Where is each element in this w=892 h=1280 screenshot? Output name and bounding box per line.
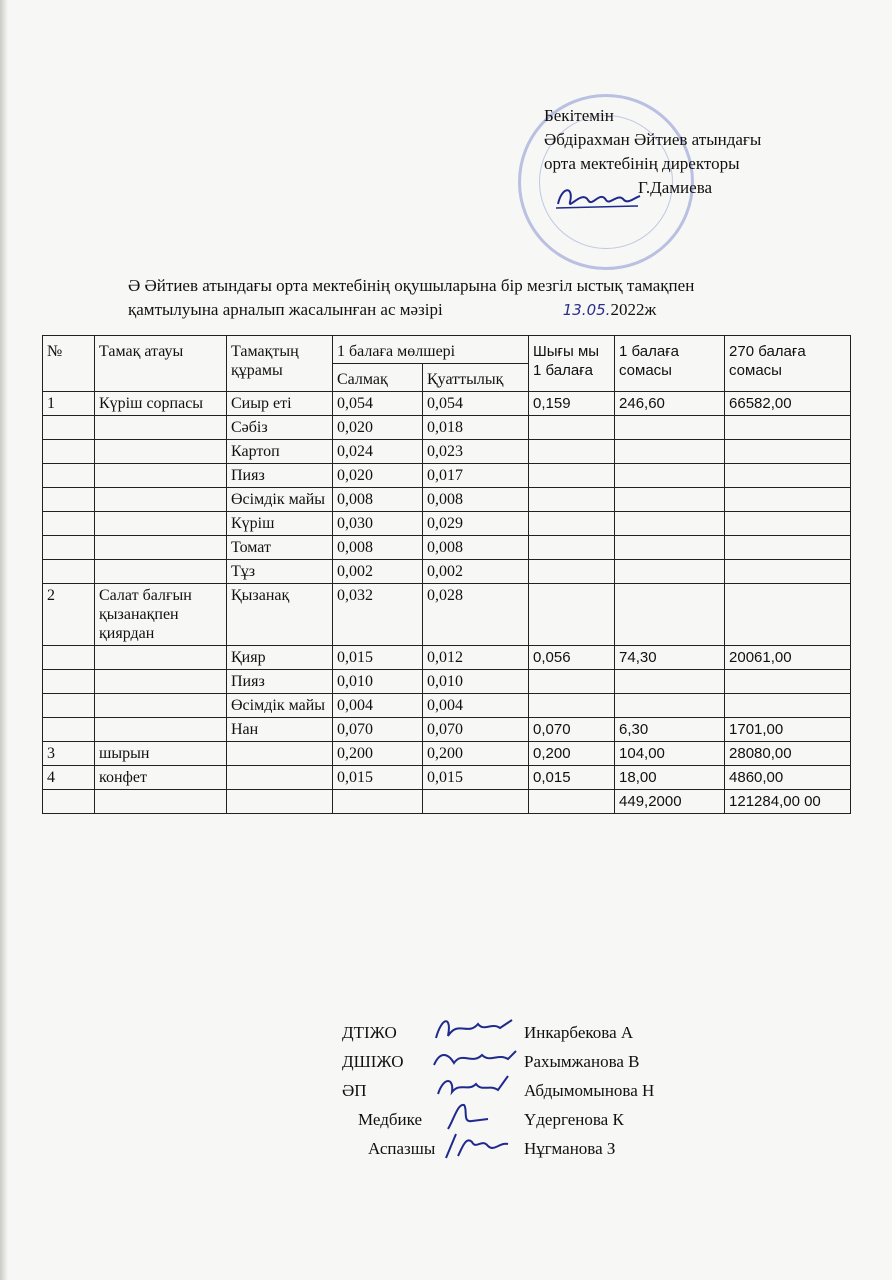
header-weight: Салмақ bbox=[333, 364, 423, 392]
cell-composition bbox=[227, 766, 333, 790]
table-row bbox=[43, 670, 851, 694]
cell-weight: 0,004 bbox=[333, 694, 423, 718]
cell-cost-one bbox=[615, 512, 725, 536]
cell-num bbox=[43, 536, 95, 560]
date-year: 2022ж bbox=[610, 300, 657, 319]
cell-weight: 0,200 bbox=[333, 742, 423, 766]
cell-cost-one: 6,30 bbox=[615, 718, 725, 742]
cell-cost-one bbox=[615, 440, 725, 464]
table-row bbox=[43, 766, 851, 790]
cell-weight: 0,070 bbox=[333, 718, 423, 742]
cell-num bbox=[43, 440, 95, 464]
director-name: Г.Дамиева bbox=[638, 178, 713, 197]
cell-composition: Күріш bbox=[227, 512, 333, 536]
heading-line1: Ә Әйтиев атындағы орта мектебінің оқушыларына бір мезгіл ыстық тамақпен bbox=[128, 276, 695, 295]
cell-composition: Пияз bbox=[227, 670, 333, 694]
table-row bbox=[43, 416, 851, 440]
cell-weight: 0,010 bbox=[333, 670, 423, 694]
cell-weight: 0,024 bbox=[333, 440, 423, 464]
cell-energy: 0,029 bbox=[423, 512, 529, 536]
heading-date bbox=[563, 298, 656, 322]
cell-composition bbox=[227, 790, 333, 814]
cell-dish: Салат балғын қызанақпен қиярдан bbox=[95, 584, 227, 646]
cell-dish bbox=[95, 416, 227, 440]
cell-expense bbox=[529, 512, 615, 536]
cell-num bbox=[43, 718, 95, 742]
cell-cost-270 bbox=[725, 416, 851, 440]
cell-cost-one bbox=[615, 416, 725, 440]
cell-expense bbox=[529, 464, 615, 488]
cell-expense bbox=[529, 440, 615, 464]
cell-expense bbox=[529, 536, 615, 560]
cell-cost-270 bbox=[725, 670, 851, 694]
approval-title: Бекітемін bbox=[544, 106, 614, 125]
cell-dish bbox=[95, 440, 227, 464]
cell-energy: 0,015 bbox=[423, 766, 529, 790]
cell-dish bbox=[95, 560, 227, 584]
commission-name: Абдымомынова Н bbox=[524, 1081, 655, 1100]
cell-expense: 0,159 bbox=[529, 392, 615, 416]
cell-cost-270 bbox=[725, 536, 851, 560]
header-expense: Шығы мы 1 балаға bbox=[529, 336, 615, 392]
cell-num bbox=[43, 670, 95, 694]
cell-expense: 0,200 bbox=[529, 742, 615, 766]
cell-cost-270: 4860,00 bbox=[725, 766, 851, 790]
cell-cost-one bbox=[615, 464, 725, 488]
cell-num bbox=[43, 416, 95, 440]
commission-role: ДШІЖО bbox=[342, 1052, 404, 1071]
cell-cost-270 bbox=[725, 440, 851, 464]
commission-name: Үдергенова К bbox=[524, 1110, 624, 1129]
header-num: № bbox=[43, 336, 95, 392]
cell-expense: 0,056 bbox=[529, 646, 615, 670]
cell-dish bbox=[95, 790, 227, 814]
header-cost-270: 270 балаға сомасы bbox=[725, 336, 851, 392]
cell-dish bbox=[95, 512, 227, 536]
cell-weight: 0,002 bbox=[333, 560, 423, 584]
cell-cost-one bbox=[615, 694, 725, 718]
cell-energy: 0,070 bbox=[423, 718, 529, 742]
cell-cost-270 bbox=[725, 584, 851, 646]
page-edge-shadow bbox=[0, 0, 8, 1280]
cell-num bbox=[43, 694, 95, 718]
cell-energy: 0,010 bbox=[423, 670, 529, 694]
cell-num: 3 bbox=[43, 742, 95, 766]
commission-role: Аспазшы bbox=[368, 1139, 436, 1158]
header-energy: Қуаттылық bbox=[423, 364, 529, 392]
cell-dish bbox=[95, 536, 227, 560]
cell-energy bbox=[423, 790, 529, 814]
cell-energy: 0,017 bbox=[423, 464, 529, 488]
commission-role: ӘП bbox=[342, 1081, 367, 1100]
table-row bbox=[43, 584, 851, 646]
cell-cost-one bbox=[615, 560, 725, 584]
cell-energy: 0,018 bbox=[423, 416, 529, 440]
cell-composition: Өсімдік майы bbox=[227, 694, 333, 718]
commission-name: Инкарбекова А bbox=[524, 1023, 634, 1042]
cell-dish: конфет bbox=[95, 766, 227, 790]
cell-dish bbox=[95, 718, 227, 742]
cell-composition bbox=[227, 742, 333, 766]
cell-weight bbox=[333, 790, 423, 814]
cell-composition: Өсімдік майы bbox=[227, 488, 333, 512]
commission-row bbox=[342, 1134, 654, 1163]
cell-energy: 0,028 bbox=[423, 584, 529, 646]
cell-energy: 0,008 bbox=[423, 536, 529, 560]
cell-composition: Қияр bbox=[227, 646, 333, 670]
cell-cost-one: 18,00 bbox=[615, 766, 725, 790]
cell-weight: 0,015 bbox=[333, 766, 423, 790]
header-dish: Тамақ атауы bbox=[95, 336, 227, 392]
commission-role: ДТІЖО bbox=[342, 1023, 397, 1042]
table-row bbox=[43, 646, 851, 670]
cell-cost-270 bbox=[725, 560, 851, 584]
cell-dish bbox=[95, 694, 227, 718]
table-row bbox=[43, 512, 851, 536]
cell-cost-one bbox=[615, 584, 725, 646]
cell-energy: 0,002 bbox=[423, 560, 529, 584]
commission-name: Рахымжанова В bbox=[524, 1052, 640, 1071]
cell-expense bbox=[529, 670, 615, 694]
cell-num bbox=[43, 464, 95, 488]
cell-num bbox=[43, 790, 95, 814]
cell-num: 4 bbox=[43, 766, 95, 790]
cell-cost-one bbox=[615, 670, 725, 694]
cell-dish: шырын bbox=[95, 742, 227, 766]
cell-num bbox=[43, 560, 95, 584]
cell-weight: 0,032 bbox=[333, 584, 423, 646]
cell-cost-one: 449,2000 bbox=[615, 790, 725, 814]
cell-weight: 0,054 bbox=[333, 392, 423, 416]
cell-weight: 0,030 bbox=[333, 512, 423, 536]
cell-num bbox=[43, 646, 95, 670]
commission-name: Нұгманова З bbox=[524, 1139, 616, 1158]
approval-line2: орта мектебінің директоры bbox=[544, 154, 740, 173]
director-signature bbox=[552, 180, 642, 216]
table-row bbox=[43, 742, 851, 766]
cell-num bbox=[43, 488, 95, 512]
cell-dish bbox=[95, 646, 227, 670]
cell-composition: Қызанақ bbox=[227, 584, 333, 646]
cell-cost-270: 28080,00 bbox=[725, 742, 851, 766]
cell-weight: 0,008 bbox=[333, 536, 423, 560]
handwritten-signature bbox=[428, 1134, 518, 1162]
cell-expense bbox=[529, 488, 615, 512]
commission-block bbox=[342, 1018, 654, 1163]
table-row bbox=[43, 536, 851, 560]
cell-expense: 0,070 bbox=[529, 718, 615, 742]
header-cost-one: 1 балаға сомасы bbox=[615, 336, 725, 392]
cell-cost-one: 246,60 bbox=[615, 392, 725, 416]
heading-line2: қамтылуына арналып жасалынған ас мәзірі bbox=[128, 300, 443, 319]
table-row bbox=[43, 440, 851, 464]
menu-table bbox=[42, 335, 851, 814]
cell-cost-270: 20061,00 bbox=[725, 646, 851, 670]
cell-energy: 0,200 bbox=[423, 742, 529, 766]
cell-cost-270: 66582,00 bbox=[725, 392, 851, 416]
cell-dish bbox=[95, 670, 227, 694]
cell-expense bbox=[529, 584, 615, 646]
cell-composition: Пияз bbox=[227, 464, 333, 488]
cell-expense bbox=[529, 560, 615, 584]
cell-cost-one: 74,30 bbox=[615, 646, 725, 670]
cell-weight: 0,020 bbox=[333, 416, 423, 440]
cell-cost-270 bbox=[725, 694, 851, 718]
cell-num: 2 bbox=[43, 584, 95, 646]
cell-dish: Күріш сорпасы bbox=[95, 392, 227, 416]
cell-dish bbox=[95, 488, 227, 512]
table-row bbox=[43, 694, 851, 718]
header-per-child: 1 балаға мөлшері bbox=[333, 336, 529, 364]
cell-expense bbox=[529, 694, 615, 718]
cell-cost-270 bbox=[725, 464, 851, 488]
table-row bbox=[43, 464, 851, 488]
menu-heading bbox=[128, 274, 848, 322]
cell-energy: 0,023 bbox=[423, 440, 529, 464]
cell-composition: Картоп bbox=[227, 440, 333, 464]
table-row bbox=[43, 392, 851, 416]
cell-energy: 0,008 bbox=[423, 488, 529, 512]
cell-energy: 0,012 bbox=[423, 646, 529, 670]
cell-composition: Сәбіз bbox=[227, 416, 333, 440]
cell-cost-270 bbox=[725, 488, 851, 512]
cell-cost-one: 104,00 bbox=[615, 742, 725, 766]
cell-energy: 0,054 bbox=[423, 392, 529, 416]
table-row bbox=[43, 718, 851, 742]
handwritten-date: 13.05. bbox=[562, 301, 611, 319]
cell-composition: Сиыр еті bbox=[227, 392, 333, 416]
cell-cost-270 bbox=[725, 512, 851, 536]
cell-weight: 0,015 bbox=[333, 646, 423, 670]
commission-role: Медбике bbox=[358, 1110, 422, 1129]
cell-energy: 0,004 bbox=[423, 694, 529, 718]
cell-expense bbox=[529, 790, 615, 814]
cell-composition: Тұз bbox=[227, 560, 333, 584]
header-composition: Тамақтың құрамы bbox=[227, 336, 333, 392]
cell-composition: Нан bbox=[227, 718, 333, 742]
cell-cost-one bbox=[615, 488, 725, 512]
cell-weight: 0,008 bbox=[333, 488, 423, 512]
cell-cost-270: 121284,00 00 bbox=[725, 790, 851, 814]
cell-weight: 0,020 bbox=[333, 464, 423, 488]
cell-num bbox=[43, 512, 95, 536]
cell-dish bbox=[95, 464, 227, 488]
table-row bbox=[43, 488, 851, 512]
menu-table-body bbox=[43, 392, 851, 814]
cell-cost-270: 1701,00 bbox=[725, 718, 851, 742]
table-row bbox=[43, 560, 851, 584]
cell-composition: Томат bbox=[227, 536, 333, 560]
approval-line1: Әбдірахман Әйтиев атындағы bbox=[544, 130, 762, 149]
cell-cost-one bbox=[615, 536, 725, 560]
cell-expense: 0,015 bbox=[529, 766, 615, 790]
table-row bbox=[43, 790, 851, 814]
cell-num: 1 bbox=[43, 392, 95, 416]
cell-expense bbox=[529, 416, 615, 440]
